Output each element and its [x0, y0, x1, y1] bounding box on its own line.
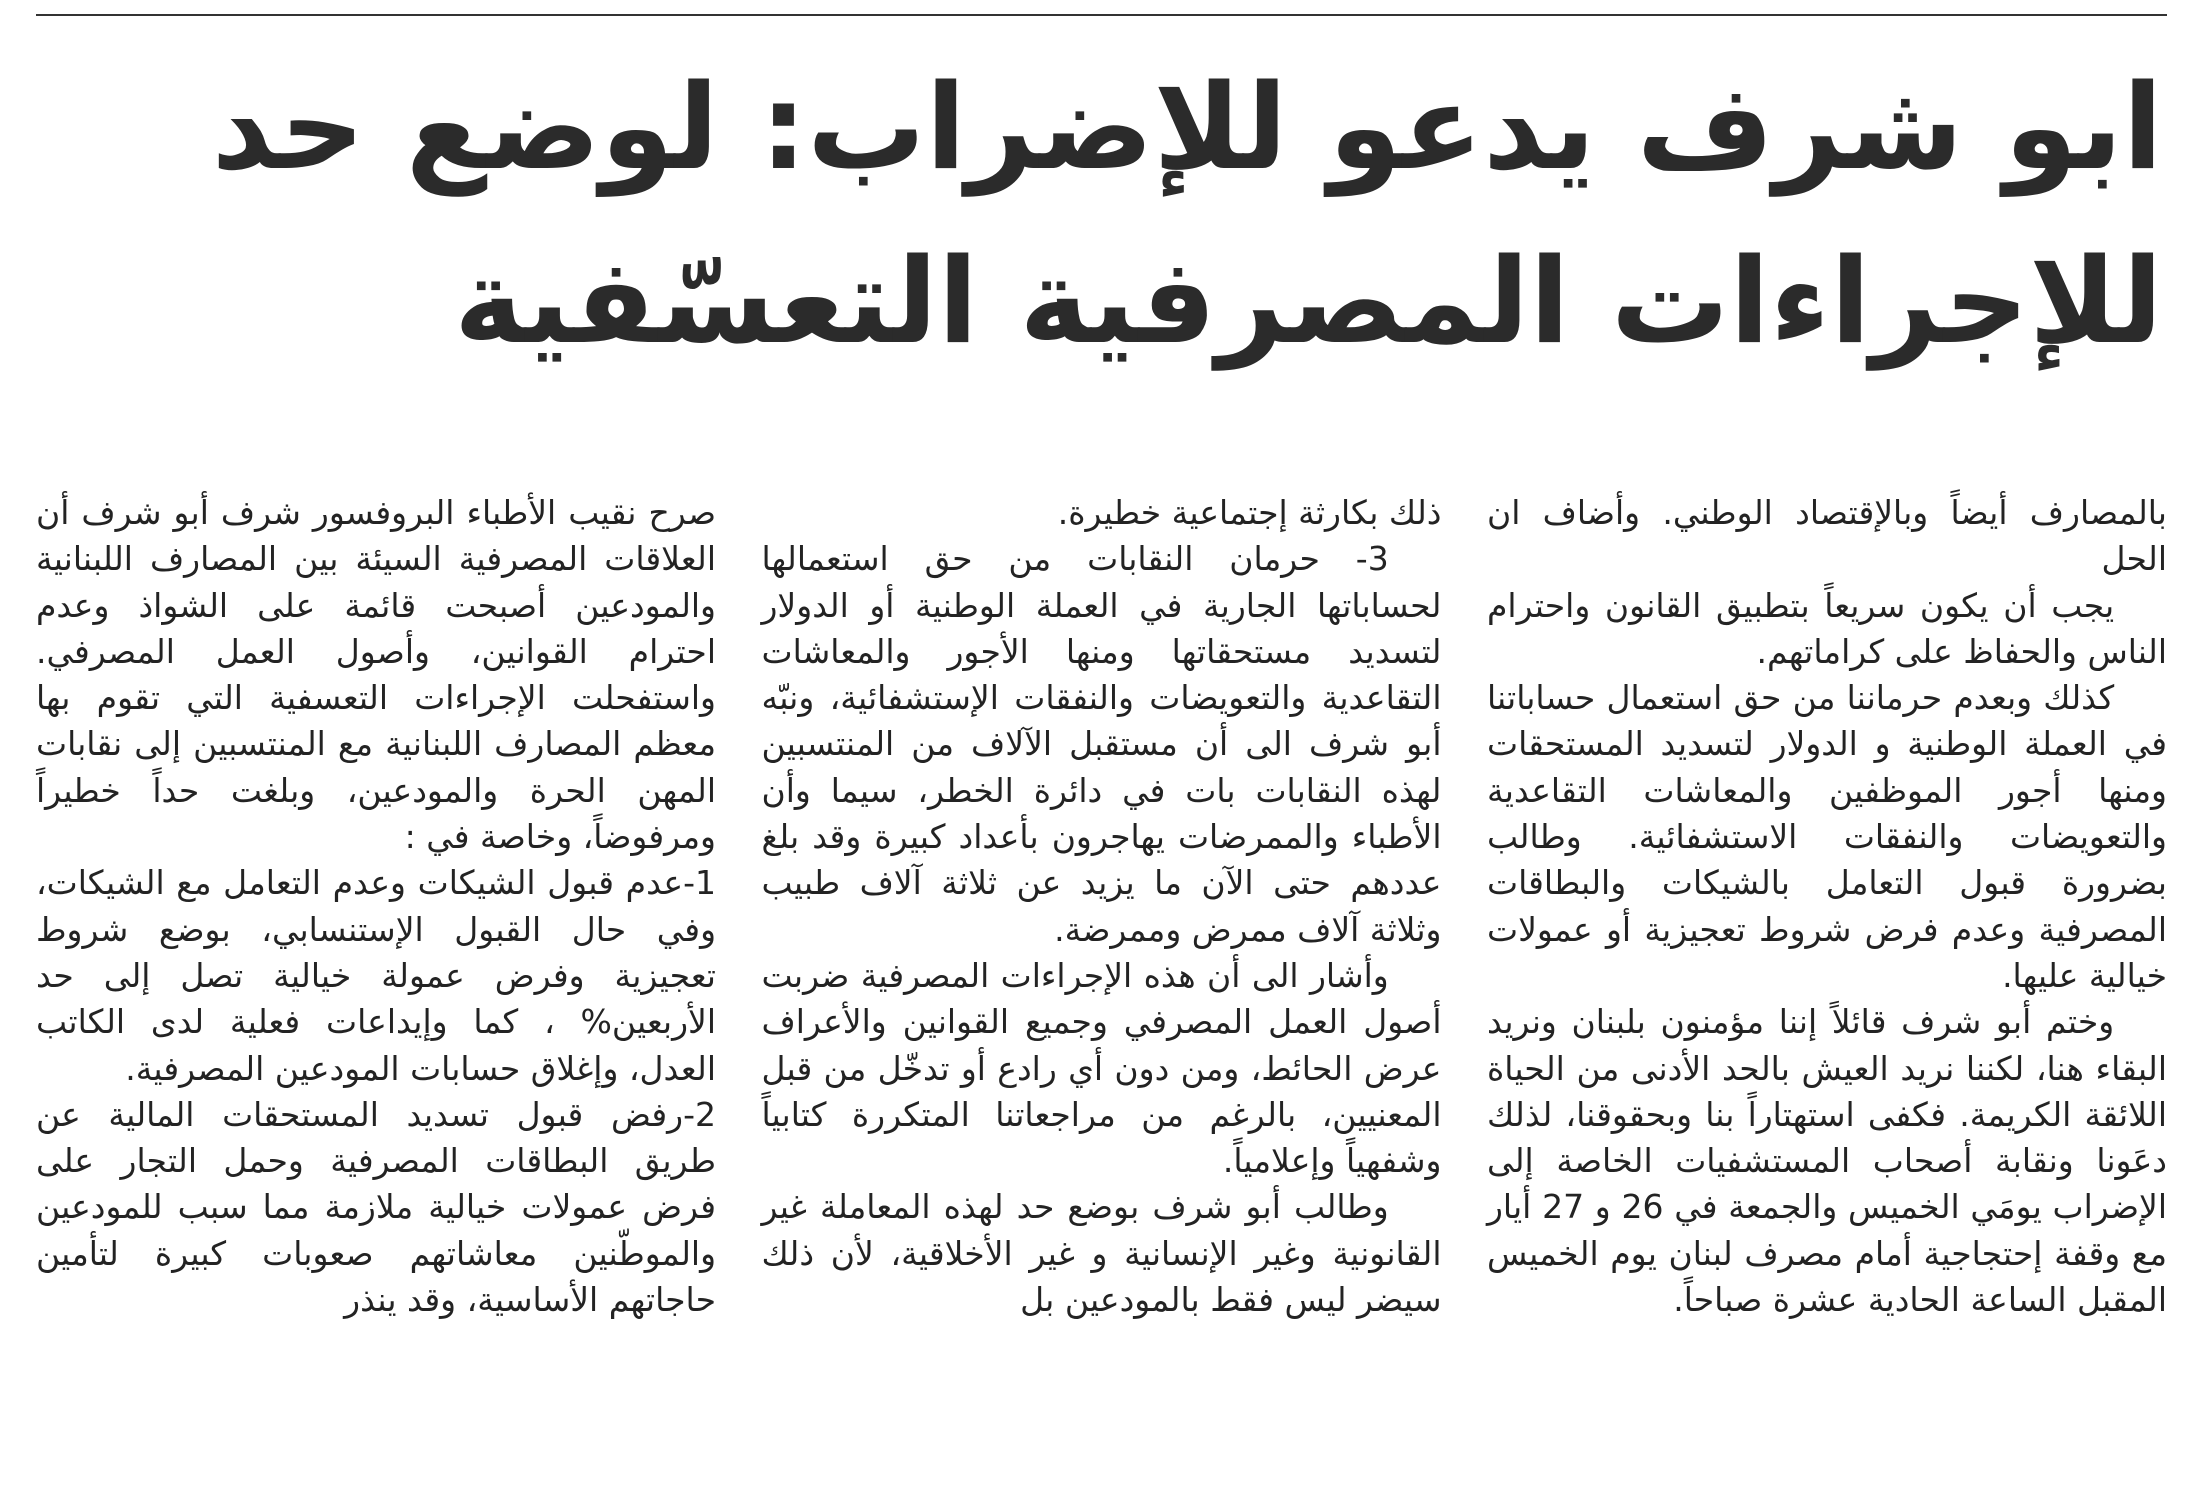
paragraph: بالمصارف أيضاً وبالإقتصاد الوطني. وأضاف ان الحل [1487, 493, 2167, 579]
article-column-3 [1487, 490, 2167, 1323]
top-rule [36, 14, 2167, 16]
article-columns [36, 490, 2167, 1323]
paragraph: ذلك بكارثة إجتماعية خطيرة. [1057, 493, 1442, 532]
paragraph: كذلك وبعدم حرماننا من حق استعمال حساباتنا في العملة الوطنية و الدولار لتسديد المستحقات ومنها أجور الموظفين والمعاشات التقاعدية والتعويضات والنفقات الاستشفائية. وطالب بضرورة قبول التعامل بالشيكات والبطاقات المصرفية وعدم فرض شروط تعجيزية أو عمولات خيالية عليها. [1487, 678, 2167, 995]
paragraph: صرح نقيب الأطباء البروفسور شرف أبو شرف أن العلاقات المصرفية السيئة بين المصارف اللبنانية والمودعين أصبحت قائمة على الشواذ وعدم احترام القوانين، وأصول العمل المصرفي. واستفحلت الإجراءات التعسفية التي تقوم بها معظم المصارف اللبنانية مع المنتسبين إلى نقابات المهن الحرة والمودعين، وبلغت حداً خطيراً ومرفوضاً، وخاصة في : [36, 493, 716, 857]
paragraph: وطالب أبو شرف بوضع حد لهذه المعاملة غير القانونية وغير الإنسانية و غير الأخلاقية، لأن ذلك سيضر ليس فقط بالمودعين بل [761, 1187, 1442, 1320]
headline-line-2: للإجراءات المصرفية التعسّفية [453, 232, 2163, 370]
paragraph: 2-رفض قبول تسديد المستحقات المالية عن طريق البطاقات المصرفية وحمل التجار على فرض عمولات خيالية ملازمة مما سبب للمودعين والموطّنين معاشاتهم صعوبات كبيرة لتأمين حاجاتهم الأساسية، وقد ينذر [36, 1094, 716, 1320]
article-column-1 [36, 490, 716, 1323]
article-column-2 [762, 490, 1442, 1323]
paragraph: وأشار الى أن هذه الإجراءات المصرفية ضربت أصول العمل المصرفي وجميع القوانين والأعراف عرض الحائط، ومن دون أي رادع أو تدخّل من قبل المعنيين، بالرغم من مراجعاتنا المتكررة كتابياً وشفهياً وإعلامياً. [761, 955, 1442, 1181]
headline [211, 40, 2163, 388]
headline-line-1: ابو شرف يدعو للإضراب: لوضع حد [211, 58, 2163, 196]
paragraph: 1-عدم قبول الشيكات وعدم التعامل مع الشيكات، وفي حال القبول الإستنسابي، بوضع شروط تعجيزية وفرض عمولة خيالية تصل إلى حد الأربعين% ، كما وإيداعات فعلية لدى الكاتب العدل، وإغلاق حسابات المودعين المصرفية. [36, 863, 716, 1088]
paragraph: 3- حرمان النقابات من حق استعمالها لحساباتها الجارية في العملة الوطنية أو الدولار لتسديد مستحقاتها ومنها الأجور والمعاشات التقاعدية والتعويضات والنفقات الإستشفائية، ونبّه أبو شرف الى أن مستقبل الآلاف من المنتسبين لهذه النقابات بات في دائرة الخطر، سيما وأن الأطباء والممرضات يهاجرون بأعداد كبيرة وقد بلغ عددهم حتى الآن ما يزيد عن ثلاثة آلاف طبيب وثلاثة آلاف ممرض وممرضة. [761, 539, 1442, 949]
paragraph: وختم أبو شرف قائلاً إننا مؤمنون بلبنان ونريد البقاء هنا، لكننا نريد العيش بالحد الأدنى من الحياة اللائقة الكريمة. فكفى استهتاراً بنا وبحقوقنا، لذلك دعَونا ونقابة أصحاب المستشفيات الخاصة إلى الإضراب يومَي الخميس والجمعة في 26 و 27 أيار مع وقفة إحتجاجية أمام مصرف لبنان يوم الخميس المقبل الساعة الحادية عشرة صباحاً. [1487, 1002, 2168, 1320]
paragraph: يجب أن يكون سريعاً بتطبيق القانون واحترام الناس والحفاظ على كراماتهم. [1487, 585, 2167, 671]
